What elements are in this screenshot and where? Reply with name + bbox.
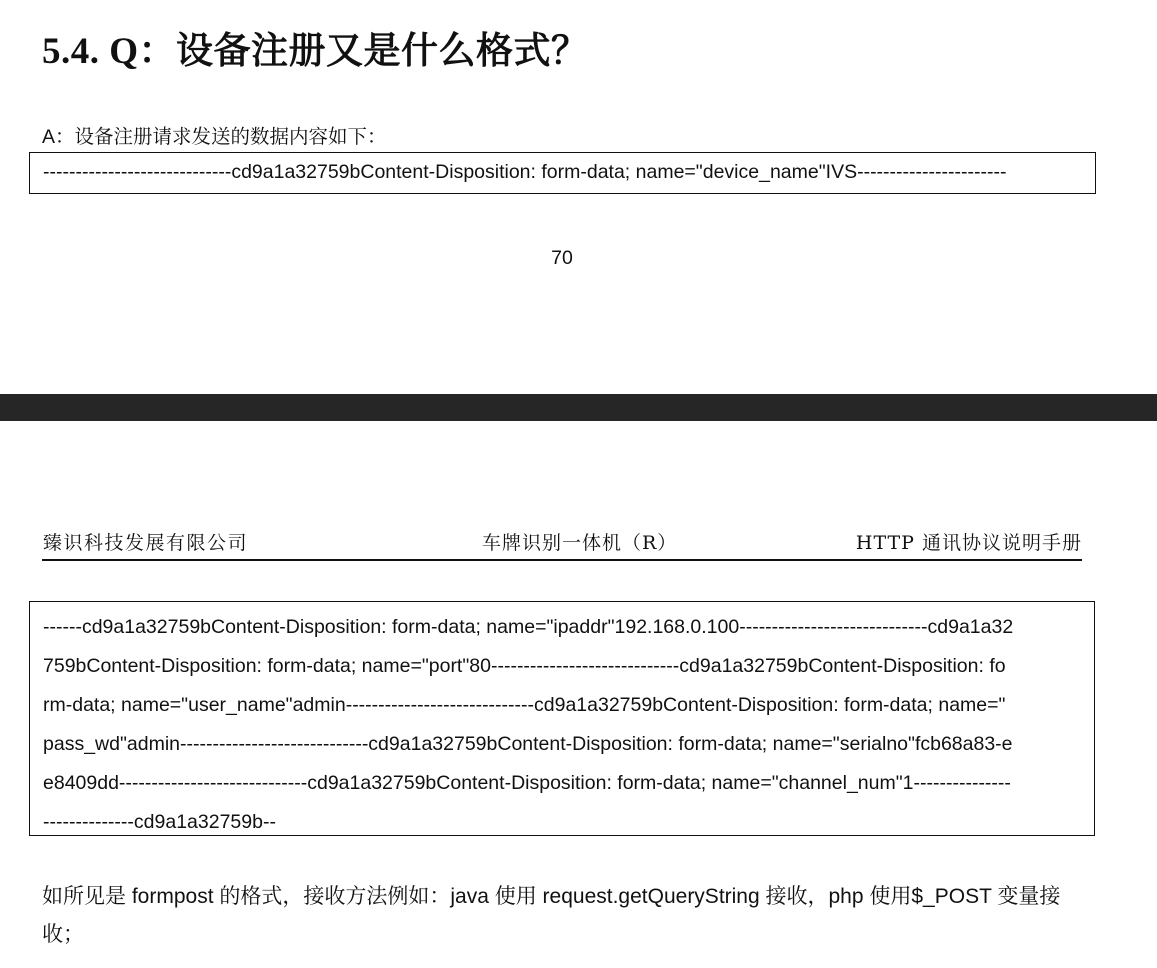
page-header	[42, 527, 1082, 561]
code-line: e8409dd-----------------------------cd9a1a32759bContent-Disposition: form-data; name="channel_num"1---------------	[43, 772, 1011, 794]
header-company: 臻识科技发展有限公司	[43, 532, 249, 554]
code-block-registration-fields	[29, 601, 1095, 836]
section-intro: A：设备注册请求发送的数据内容如下：	[42, 126, 387, 148]
code-line: pass_wd"admin-----------------------------cd9a1a32759bContent-Disposition: form-data; name="serialno"fcb68a83-e	[43, 733, 1013, 755]
page-number: 70	[551, 247, 573, 269]
section-heading: 5.4. Q：设备注册又是什么格式？	[42, 31, 589, 72]
header-product: 车牌识别一体机（R）	[482, 532, 678, 554]
code-line: --------------cd9a1a32759b--	[43, 811, 276, 833]
code-line: 759bContent-Disposition: form-data; name="port"80-----------------------------cd9a1a32759bContent-Disposition: fo	[43, 655, 1006, 677]
page-divider	[0, 394, 1157, 421]
formpost-note: 如所见是 formpost 的格式，接收方法例如：java 使用 request.getQueryString 接收，php 使用$_POST 变量接收；	[42, 885, 1061, 946]
header-manual-title: HTTP 通讯协议说明手册	[855, 532, 1082, 554]
code-block-device-name	[29, 152, 1096, 194]
code-line: -----------------------------cd9a1a32759bContent-Disposition: form-data; name="device_name"IVS-----------------------	[43, 161, 1007, 183]
code-line: ------cd9a1a32759bContent-Disposition: form-data; name="ipaddr"192.168.0.100-----------------------------cd9a1a32	[43, 616, 1014, 638]
code-line: rm-data; name="user_name"admin-----------------------------cd9a1a32759bContent-Disposition: form-data; name="	[43, 694, 1006, 716]
